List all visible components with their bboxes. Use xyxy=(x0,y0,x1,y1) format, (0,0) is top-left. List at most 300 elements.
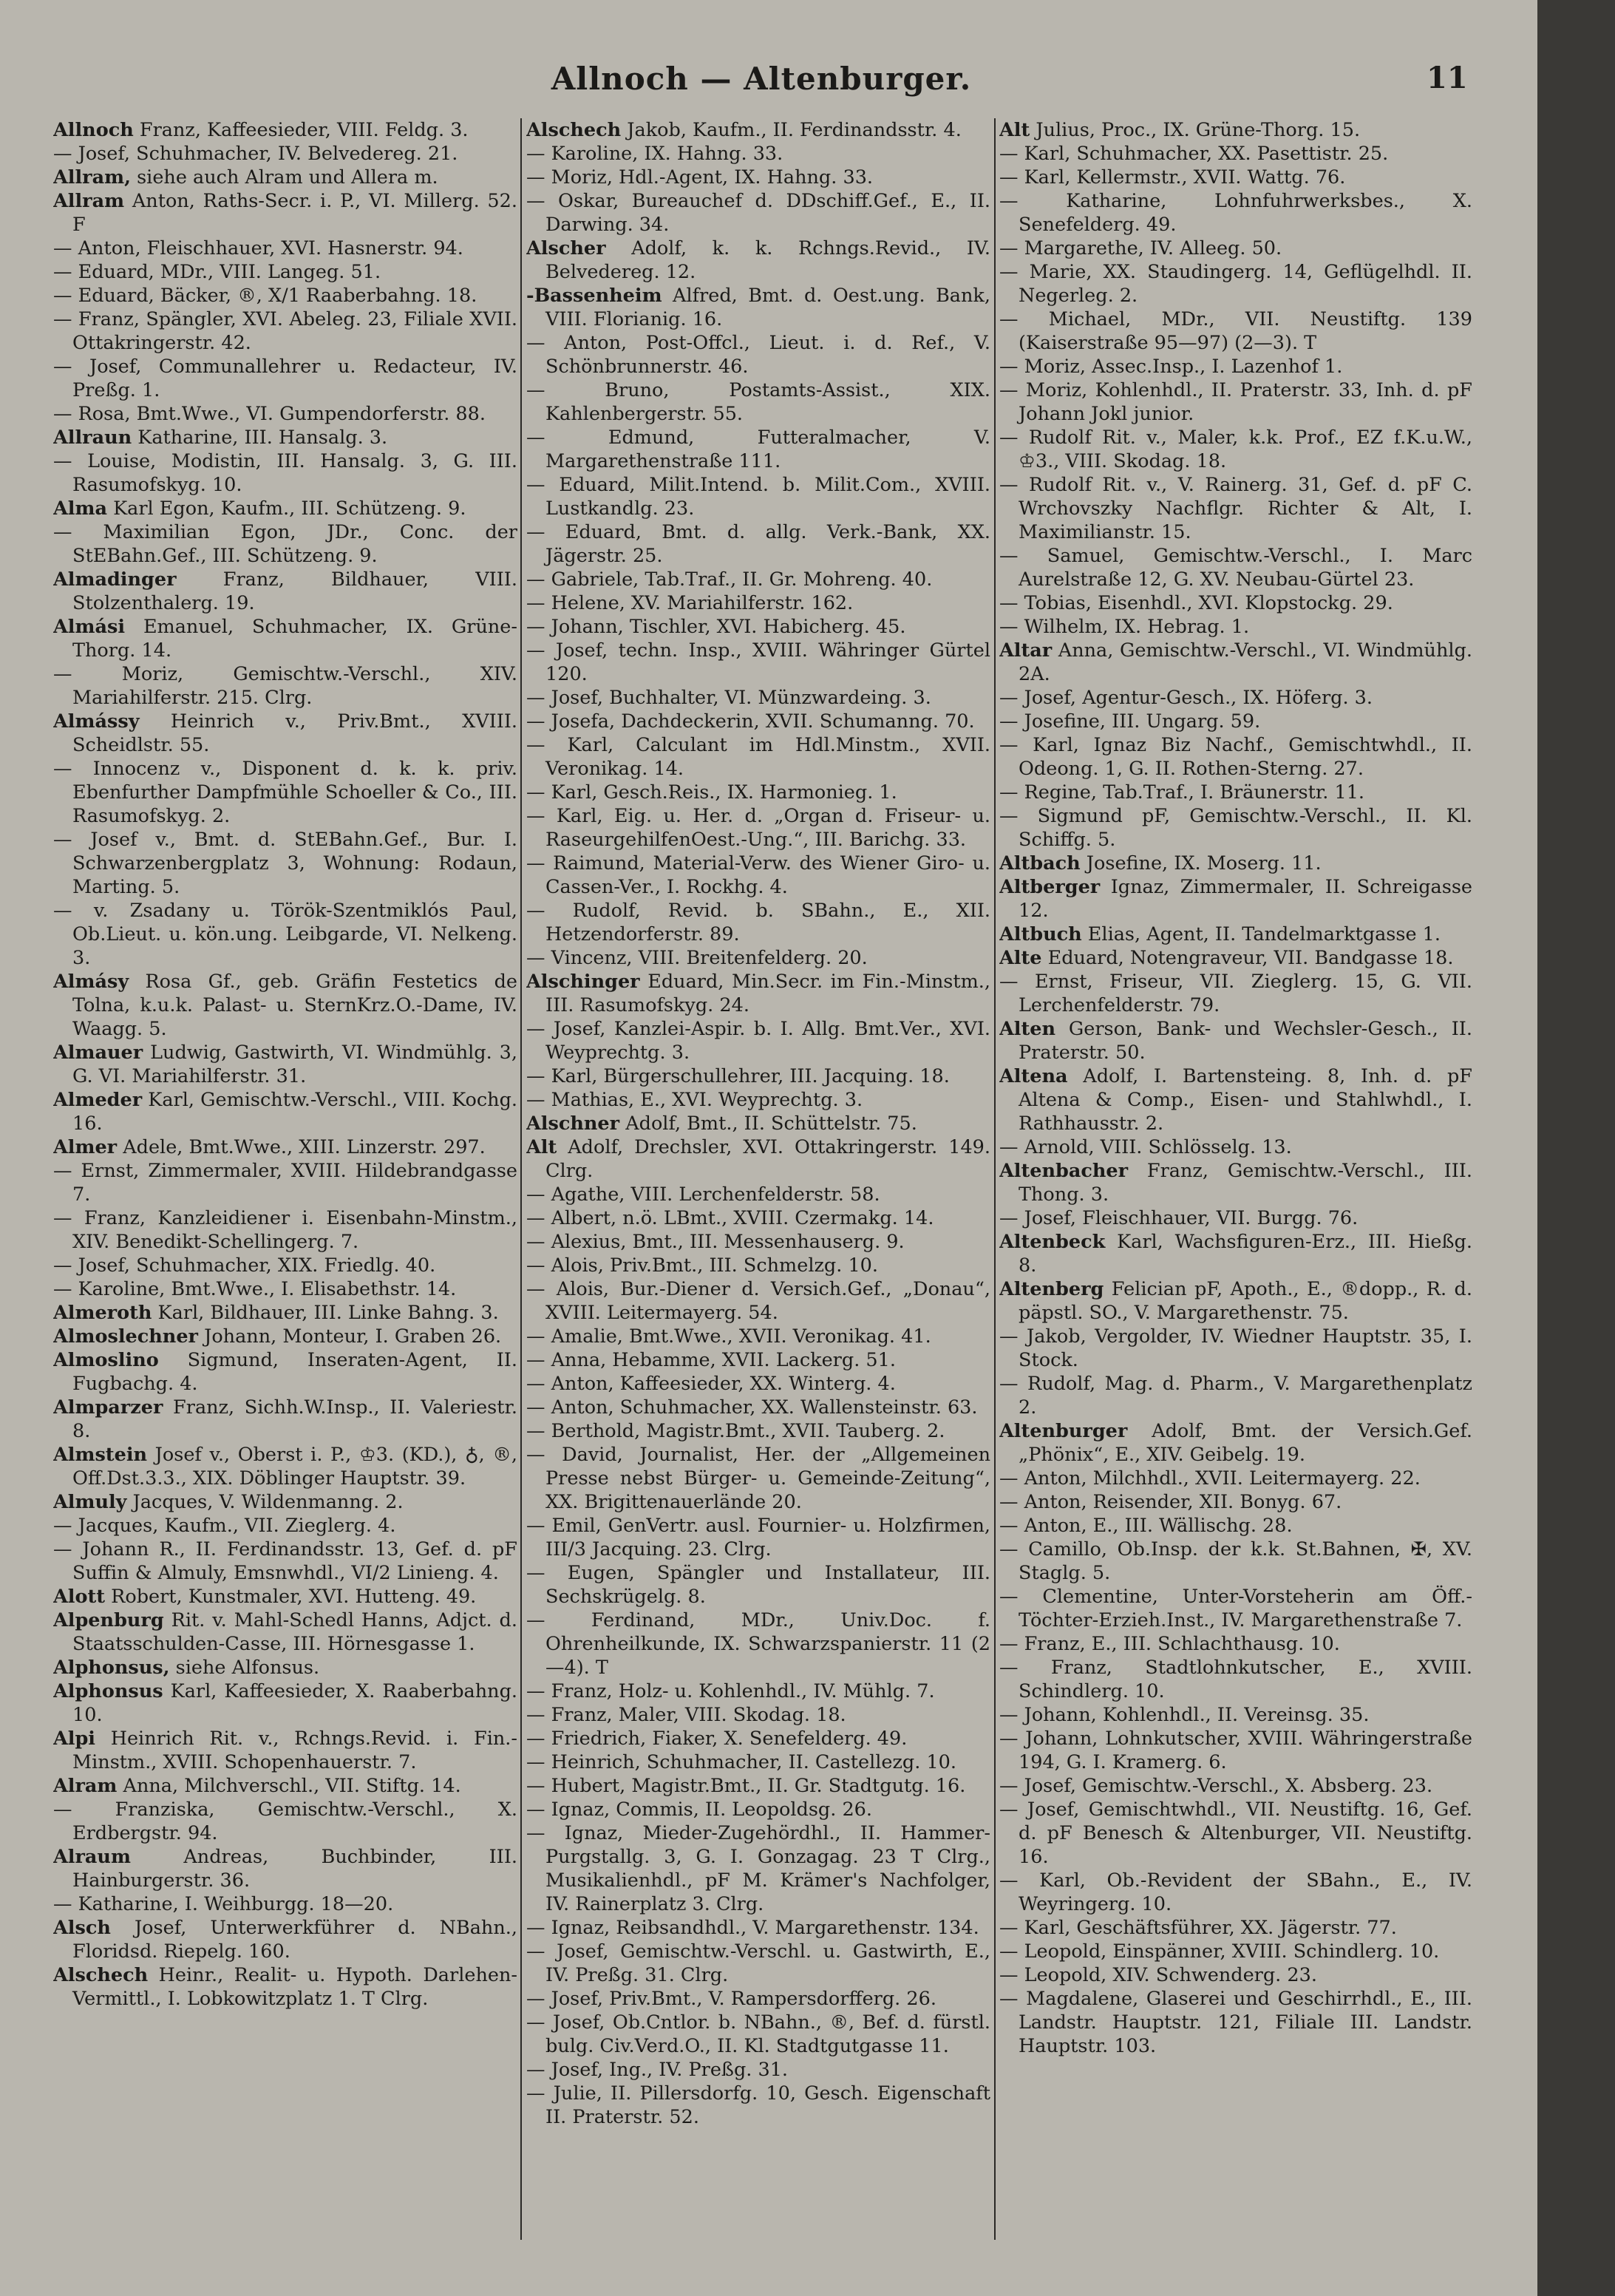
directory-entry xyxy=(53,1538,517,1585)
directory-entry xyxy=(526,426,990,473)
entry-text: — Wilhelm, IX. Hebrag. 1. xyxy=(999,616,1250,638)
directory-entry xyxy=(53,1159,517,1206)
entry-text: — Franz, Kanzleidiener i. Eisenbahn-Minstm., XIV. Benedikt-Schellingerg. 7. xyxy=(53,1207,517,1253)
directory-entry xyxy=(53,1348,517,1396)
directory-entry xyxy=(999,355,1472,378)
directory-entry xyxy=(999,544,1472,591)
entry-text: — Samuel, Gemischtw.-Verschl., I. Marc Aurelstraße 12, G. XV. Neubau-Gürtel 23. xyxy=(999,545,1472,591)
entry-surname: Alphonsus xyxy=(53,1680,163,1702)
entry-text: Elias, Agent, II. Tandelmarktgasse 1. xyxy=(1081,923,1441,945)
directory-entry xyxy=(999,591,1472,615)
directory-entry xyxy=(53,1135,517,1159)
entry-text: Gerson, Bank- und Wechsler-Gesch., II. Praterstr. 50. xyxy=(1019,1018,1472,1064)
entry-text: — Johann, Lohnkutscher, XVIII. Währingerstraße 194, G. I. Kramerg. 6. xyxy=(999,1728,1472,1773)
entry-surname: Allraun xyxy=(53,427,132,449)
directory-entry xyxy=(999,1230,1472,1277)
directory-entry xyxy=(526,1727,990,1750)
entry-text: — Eugen, Spängler und Installateur, III. Sechskrügelg. 8. xyxy=(526,1562,990,1608)
directory-entry xyxy=(53,520,517,568)
entry-surname: Altenbeck xyxy=(999,1231,1106,1253)
directory-entry xyxy=(526,331,990,378)
entry-text: Eduard, Notengraveur, VII. Bandgasse 18. xyxy=(1041,947,1454,969)
entry-text: — Franz, Maler, VIII. Skodag. 18. xyxy=(526,1704,846,1726)
directory-entry xyxy=(999,923,1472,946)
directory-entry xyxy=(999,1135,1472,1159)
entry-surname: Almadinger xyxy=(53,568,177,591)
entry-text: — Sigmund pF, Gemischtw.-Verschl., II. Kl. Schiffg. 5. xyxy=(999,805,1472,851)
entry-text: — Katharine, I. Weihburgg. 18—20. xyxy=(53,1893,394,1915)
directory-entry xyxy=(526,710,990,733)
entry-surname: Almássy xyxy=(53,710,140,733)
entry-text: — Karoline, Bmt.Wwe., I. Elisabethstr. 14. xyxy=(53,1278,457,1300)
entry-surname: Alschech xyxy=(53,1964,149,1986)
entry-text: — Heinrich, Schuhmacher, II. Castellezg. 10. xyxy=(526,1751,956,1773)
directory-entry xyxy=(53,757,517,828)
entry-text: — Anton, E., III. Wällischg. 28. xyxy=(999,1515,1293,1537)
entry-surname: Alte xyxy=(999,947,1042,969)
directory-entry xyxy=(53,1254,517,1277)
directory-entry xyxy=(526,284,990,331)
directory-entry xyxy=(526,1703,990,1727)
entry-text: Franz, Sichh.W.Insp., II. Valeriestr. 8. xyxy=(72,1396,517,1442)
directory-entry xyxy=(53,1892,517,1916)
entry-text: — Anton, Schuhmacher, XX. Wallensteinstr. 63. xyxy=(526,1396,978,1419)
entry-surname: Altenbacher xyxy=(999,1160,1129,1182)
entry-text: — Albert, n.ö. LBmt., XVIII. Czermakg. 14. xyxy=(526,1207,934,1229)
entry-text: — v. Zsadany u. Török-Szentmiklós Paul, Ob.Lieut. u. kön.ung. Leibgarde, VI. Nelkeng. 3. xyxy=(53,900,517,969)
directory-entry xyxy=(526,1940,990,1987)
entry-text: — David, Journalist, Her. der „Allgemeinen Presse nebst Bürger- u. Gemeinde-Zeitung“, XX. Brigittenauerlände 20. xyxy=(526,1444,990,1513)
entry-text: Adele, Bmt.Wwe., XIII. Linzerstr. 297. xyxy=(117,1136,486,1158)
entry-text: — Alois, Priv.Bmt., III. Schmelzg. 10. xyxy=(526,1254,879,1277)
directory-entry xyxy=(53,118,517,142)
entry-surname: Alram xyxy=(53,1775,118,1797)
entry-surname: Alscher xyxy=(526,237,606,259)
entry-surname: Alt xyxy=(526,1136,557,1158)
entry-text: Adolf, I. Bartensteing. 8, Inh. d. pF Altena & Comp., Eisen- und Stahlwhdl., I. Rathhausstr. 2. xyxy=(1019,1065,1472,1135)
entry-text: Heinr., Realit- u. Hypoth. Darlehen-Vermittl., I. Lobkowitzplatz 1. T Clrg. xyxy=(72,1964,517,2010)
entry-surname: Altena xyxy=(999,1065,1068,1087)
directory-entry xyxy=(526,189,990,237)
directory-entry xyxy=(999,1372,1472,1419)
entry-surname: Altberger xyxy=(999,876,1101,898)
entry-text: siehe auch Alram und Allera m. xyxy=(130,166,438,188)
entry-text: Sigmund, Inseraten-Agent, II. Fugbachg. 4. xyxy=(72,1349,517,1395)
entry-text: — Rosa, Bmt.Wwe., VI. Gumpendorferstr. 88. xyxy=(53,403,486,425)
entry-text: — Gabriele, Tab.Traf., II. Gr. Mohreng. 40. xyxy=(526,568,933,591)
entry-surname: Almeroth xyxy=(53,1302,152,1324)
entry-text: — Arnold, VIII. Schlösselg. 13. xyxy=(999,1136,1292,1158)
directory-entry xyxy=(526,520,990,568)
entry-text: — Johann R., II. Ferdinandsstr. 13, Gef. d. pF Suffin & Almuly, Emsnwhdl., VI/2 Linieng. 4. xyxy=(53,1538,517,1584)
entry-text: Emanuel, Schuhmacher, IX. Grüne-Thorg. 14. xyxy=(72,616,517,662)
directory-entry xyxy=(53,1443,517,1490)
directory-entry xyxy=(53,1963,517,2011)
directory-entry xyxy=(53,568,517,615)
entry-text: — Josef, Ing., IV. Preßg. 31. xyxy=(526,2059,789,2081)
directory-entry xyxy=(526,1396,990,1419)
entry-text: — Anton, Milchhdl., XVII. Leitermayerg. 22. xyxy=(999,1467,1421,1490)
directory-entry xyxy=(53,1301,517,1325)
column-3 xyxy=(999,118,1472,2247)
directory-entry xyxy=(526,1230,990,1254)
entry-text: — Johann, Kohlenhdl., II. Vereinsg. 35. xyxy=(999,1704,1370,1726)
entry-text: Felician pF, Apoth., E., ®dopp., R. d. päpstl. SO., V. Margarethenstr. 75. xyxy=(1019,1278,1472,1324)
directory-entry xyxy=(526,1064,990,1088)
entry-text: Karl, Gemischtw.-Verschl., VIII. Kochg. 16. xyxy=(72,1089,517,1135)
directory-entry xyxy=(526,804,990,852)
directory-entry xyxy=(999,378,1472,426)
entry-text: Jakob, Kaufm., II. Ferdinandsstr. 4. xyxy=(621,119,962,141)
directory-entry xyxy=(999,639,1472,686)
entry-text: — Josef, Ob.Cntlor. b. NBahn., ®, Bef. d. fürstl. bulg. Civ.Verd.O., II. Kl. Stadtgutgasse 11. xyxy=(526,2011,990,2057)
directory-entry xyxy=(53,1088,517,1135)
entry-text: Rosa Gf., geb. Gräfin Festetics de Tolna, k.u.k. Palast- u. SternKrz.O.-Dame, IV. Waagg. 5. xyxy=(72,971,517,1040)
entry-text: Franz, Bildhauer, VIII. Stolzenthalerg. 19. xyxy=(72,568,517,614)
entry-text: — Alexius, Bmt., III. Messenhauserg. 9. xyxy=(526,1231,905,1253)
directory-entry xyxy=(526,1916,990,1940)
entry-text: Anton, Raths-Secr. i. P., VI. Millerg. 52. F xyxy=(72,190,517,236)
directory-entry xyxy=(526,733,990,781)
entry-text: — Eduard, Bmt. d. allg. Verk.-Bank, XX. Jägerstr. 25. xyxy=(526,521,990,567)
entry-text: Ludwig, Gastwirth, VI. Windmühlg. 3, G. VI. Mariahilferstr. 31. xyxy=(72,1042,517,1087)
entry-surname: Alraum xyxy=(53,1846,131,1868)
directory-entry xyxy=(53,260,517,284)
entry-surname: Alt xyxy=(999,119,1030,141)
entry-text: — Josef, techn. Insp., XVIII. Währinger Gürtel 120. xyxy=(526,639,990,685)
entry-text: Johann, Monteur, I. Graben 26. xyxy=(198,1325,502,1348)
entry-text: — Josef, Communallehrer u. Redacteur, IV. Preßg. 1. xyxy=(53,356,517,401)
entry-text: — Katharine, Lohnfuhrwerksbes., X. Senefelderg. 49. xyxy=(999,190,1472,236)
directory-entry xyxy=(526,1419,990,1443)
directory-entry xyxy=(53,449,517,497)
directory-entry xyxy=(526,1798,990,1821)
directory-entry xyxy=(999,1514,1472,1538)
directory-entry xyxy=(53,1514,517,1538)
page-number: 11 xyxy=(1427,61,1468,95)
entry-surname: Almstein xyxy=(53,1444,148,1466)
entry-surname: Allnoch xyxy=(53,119,134,141)
entry-text: — Leopold, Einspänner, XVIII. Schindlerg. 10. xyxy=(999,1940,1440,1963)
entry-text: — Josef, Schuhmacher, XIX. Friedlg. 40. xyxy=(53,1254,436,1277)
directory-entry xyxy=(53,899,517,970)
entry-surname: Almer xyxy=(53,1136,118,1158)
directory-entry xyxy=(999,1940,1472,1963)
directory-entry xyxy=(53,1490,517,1514)
entry-text: Rit. v. Mahl-Schedl Hanns, Adjct. d. Staatsschulden-Casse, III. Hörnesgasse 1. xyxy=(72,1609,517,1655)
entry-text: — Karl, Ignaz Biz Nachf., Gemischtwhdl., II. Odeong. 1, G. II. Rothen-Sterng. 27. xyxy=(999,734,1472,780)
entry-surname: Alott xyxy=(53,1586,106,1608)
directory-entry xyxy=(526,1206,990,1230)
entry-text: Anna, Gemischtw.-Verschl., VI. Windmühlg. 2A. xyxy=(1019,639,1472,685)
directory-entry xyxy=(999,1585,1472,1632)
directory-entry xyxy=(999,1869,1472,1916)
entry-text: — Michael, MDr., VII. Neustiftg. 139 (Kaiserstraße 95—97) (2—3). T xyxy=(999,308,1472,354)
entry-surname: Alschech xyxy=(526,119,622,141)
entry-text: — Helene, XV. Mariahilferstr. 162. xyxy=(526,592,854,614)
entry-text: Robert, Kunstmaler, XVI. Hutteng. 49. xyxy=(105,1586,477,1608)
directory-entry xyxy=(53,1845,517,1892)
directory-entry xyxy=(526,1443,990,1514)
directory-entry xyxy=(526,2011,990,2058)
running-title: Allnoch — Altenburger. xyxy=(551,61,972,97)
directory-entry xyxy=(53,970,517,1041)
directory-entry xyxy=(53,497,517,520)
entry-text: — Josef, Agentur-Gesch., IX. Höferg. 3. xyxy=(999,687,1373,709)
directory-entry xyxy=(999,852,1472,875)
directory-entry xyxy=(53,1325,517,1348)
entry-text: — Camillo, Ob.Insp. der k.k. St.Bahnen, ✠, XV. Staglg. 5. xyxy=(999,1538,1472,1584)
entry-text: Josef v., Oberst i. P., ♔3. (KD.), ♁, ®, Off.Dst.3.3., XIX. Döblinger Hauptstr. 39. xyxy=(72,1444,517,1490)
entry-text: Adolf, Bmt., II. Schüttelstr. 75. xyxy=(619,1113,917,1135)
directory-entry xyxy=(999,1963,1472,1987)
entry-text: Franz, Kaffeesieder, VIII. Feldg. 3. xyxy=(133,119,469,141)
entry-surname: Allram, xyxy=(53,166,131,188)
directory-entry xyxy=(526,1348,990,1372)
entry-text: — Karl, Schuhmacher, XX. Pasettistr. 25. xyxy=(999,143,1389,165)
directory-entry xyxy=(526,852,990,899)
directory-entry xyxy=(53,1656,517,1679)
directory-entry xyxy=(53,142,517,166)
entry-text: — Ignaz, Reibsandhdl., V. Margarethenstr. 134. xyxy=(526,1917,979,1939)
directory-entry xyxy=(526,1679,990,1703)
entry-text: — Anton, Fleischhauer, XVI. Hasnerstr. 94. xyxy=(53,237,463,259)
directory-entry xyxy=(526,639,990,686)
directory-entry xyxy=(999,166,1472,189)
directory-entry xyxy=(999,1632,1472,1656)
directory-entry xyxy=(526,142,990,166)
directory-entry xyxy=(526,2082,990,2129)
directory-entry xyxy=(53,1916,517,1963)
directory-entry xyxy=(999,1987,1472,2058)
entry-text: Anna, Milchverschl., VII. Stiftg. 14. xyxy=(117,1775,461,1797)
entry-surname: Almásy xyxy=(53,971,129,993)
entry-text: — Rudolf Rit. v., V. Rainerg. 31, Gef. d. pF C. Wrchovszky Nachflgr. Richter & Alt, I. Maximilianstr. 15. xyxy=(999,474,1472,543)
directory-entry xyxy=(53,1206,517,1254)
entry-text: — Magdalene, Glaserei und Geschirrhdl., E., III. Landstr. Hauptstr. 121, Filiale III. Landstr. Hauptstr. 103. xyxy=(999,1988,1472,2057)
entry-surname: Allram xyxy=(53,190,125,212)
entry-text: — Amalie, Bmt.Wwe., XVII. Veronikag. 41. xyxy=(526,1325,931,1348)
entry-surname: Altenberg xyxy=(999,1278,1104,1300)
entry-surname: Altbuch xyxy=(999,923,1082,945)
entry-text: — Rudolf Rit. v., Maler, k.k. Prof., EZ f.K.u.W., ♔3., VIII. Skodag. 18. xyxy=(999,427,1472,472)
directory-entry xyxy=(526,946,990,970)
directory-entry xyxy=(999,308,1472,355)
entry-text: — Rudolf, Mag. d. Pharm., V. Margarethenplatz 2. xyxy=(999,1373,1472,1419)
directory-entry xyxy=(526,899,990,946)
entry-text: — Josef, Gemischtw.-Verschl., X. Absberg. 23. xyxy=(999,1775,1433,1797)
directory-entry xyxy=(526,1135,990,1183)
entry-surname: Altenburger xyxy=(999,1420,1128,1442)
column-2 xyxy=(526,118,990,2247)
directory-entry xyxy=(999,733,1472,781)
entry-text: — Clementine, Unter-Vorsteherin am Öff.-Töchter-Erzieh.Inst., IV. Margarethenstraße 7. xyxy=(999,1586,1472,1631)
directory-entry xyxy=(53,166,517,189)
directory-entry xyxy=(526,1987,990,2011)
entry-text: — Julie, II. Pillersdorfg. 10, Gesch. Eigenschaft II. Praterstr. 52. xyxy=(526,2082,990,2128)
directory-entry xyxy=(999,1538,1472,1585)
directory-entry xyxy=(999,615,1472,639)
directory-entry xyxy=(53,1277,517,1301)
directory-entry xyxy=(53,615,517,662)
directory-entry xyxy=(999,1490,1472,1514)
entry-text: — Anna, Hebamme, XVII. Lackerg. 51. xyxy=(526,1349,896,1371)
entry-text: — Innocenz v., Disponent d. k. k. priv. Ebenfurther Dampfmühle Schoeller & Co., III. Rasumofskyg. 2. xyxy=(53,758,517,827)
entry-surname: Almauer xyxy=(53,1042,143,1064)
entry-text: — Ignaz, Commis, II. Leopoldsg. 26. xyxy=(526,1799,873,1821)
directory-entry xyxy=(526,1183,990,1206)
entry-text: — Josef, Kanzlei-Aspir. b. I. Allg. Bmt.Ver., XVI. Weyprechtg. 3. xyxy=(526,1018,990,1064)
entry-text: — Hubert, Magistr.Bmt., II. Gr. Stadtgutg. 16. xyxy=(526,1775,966,1797)
entry-text: — Eduard, MDr., VIII. Langeg. 51. xyxy=(53,261,381,283)
entry-text: — Josef, Buchhalter, VI. Münzwardeing. 3. xyxy=(526,687,931,709)
directory-entry xyxy=(526,1325,990,1348)
entry-text: — Moriz, Assec.Insp., I. Lazenhof 1. xyxy=(999,356,1343,378)
directory-entry xyxy=(53,426,517,449)
entry-text: — Franz, E., III. Schlachthausg. 10. xyxy=(999,1633,1340,1655)
entry-text: — Eduard, Milit.Intend. b. Milit.Com., XVIII. Lustkandlg. 23. xyxy=(526,474,990,520)
entry-text: — Rudolf, Revid. b. SBahn., E., XII. Hetzendorferstr. 89. xyxy=(526,900,990,945)
directory-entry xyxy=(999,1159,1472,1206)
directory-entry xyxy=(526,1372,990,1396)
directory-entry xyxy=(526,2058,990,2082)
directory-entry xyxy=(53,1609,517,1656)
directory-entry xyxy=(526,1254,990,1277)
entry-text: — Anton, Reisender, XII. Bonyg. 67. xyxy=(999,1491,1342,1513)
entry-text: Karl Egon, Kaufm., III. Schützeng. 9. xyxy=(106,497,466,520)
directory-entry xyxy=(999,1798,1472,1869)
entry-surname: Alma xyxy=(53,497,107,520)
entry-surname: Alpi xyxy=(53,1728,95,1750)
directory-entry xyxy=(999,1703,1472,1727)
directory-entry xyxy=(999,686,1472,710)
directory-entry xyxy=(999,804,1472,852)
directory-entry xyxy=(999,1064,1472,1135)
entry-text: — Mathias, E., XVI. Weyprechtg. 3. xyxy=(526,1089,863,1111)
entry-text: — Anton, Kaffeesieder, XX. Winterg. 4. xyxy=(526,1373,896,1395)
entry-text: — Vincenz, VIII. Breitenfelderg. 20. xyxy=(526,947,868,969)
directory-entry xyxy=(999,426,1472,473)
directory-entry xyxy=(526,1277,990,1325)
directory-entry xyxy=(999,1916,1472,1940)
entry-text: — Oskar, Bureauchef d. DDschiff.Gef., E., II. Darwing. 34. xyxy=(526,190,990,236)
entry-surname: Alschner xyxy=(526,1113,620,1135)
directory-entry xyxy=(53,710,517,757)
entry-text: — Karl, Geschäftsführer, XX. Jägerstr. 77. xyxy=(999,1917,1397,1939)
entry-text: — Bruno, Postamts-Assist., XIX. Kahlenbergerstr. 55. xyxy=(526,379,990,425)
directory-entry xyxy=(999,1419,1472,1467)
directory-entry xyxy=(999,875,1472,923)
entry-text: — Franz, Holz- u. Kohlenhdl., IV. Mühlg. 7. xyxy=(526,1680,935,1702)
directory-entry xyxy=(53,308,517,355)
entry-text: — Marie, XX. Staudingerg. 14, Geflügelhdl. II. Negerleg. 2. xyxy=(999,261,1472,307)
directory-entry xyxy=(526,1561,990,1609)
directory-entry xyxy=(526,591,990,615)
entry-surname: Almási xyxy=(53,616,126,638)
entry-text: — Josefine, III. Ungarg. 59. xyxy=(999,710,1261,733)
entry-text: — Leopold, XIV. Schwenderg. 23. xyxy=(999,1964,1317,1986)
entry-text: — Franz, Stadtlohnkutscher, E., XVIII. Schindlerg. 10. xyxy=(999,1657,1472,1702)
entry-surname: Alten xyxy=(999,1018,1056,1040)
entry-text: — Franziska, Gemischtw.-Verschl., X. Erdbergstr. 94. xyxy=(53,1799,517,1844)
directory-entry xyxy=(526,1112,990,1135)
entry-text: — Eduard, Bäcker, ®, X/1 Raaberbahng. 18. xyxy=(53,285,477,307)
entry-text: — Karl, Bürgerschullehrer, III. Jacquing. 18. xyxy=(526,1065,950,1087)
directory-entry xyxy=(526,1514,990,1561)
directory-entry xyxy=(999,1277,1472,1325)
directory-entry xyxy=(999,1206,1472,1230)
directory-entry xyxy=(999,473,1472,544)
entry-text: — Margarethe, IV. Alleeg. 50. xyxy=(999,237,1282,259)
directory-entry xyxy=(526,166,990,189)
directory-entry xyxy=(53,1798,517,1845)
entry-surname: Alpenburg xyxy=(53,1609,164,1631)
entry-surname: Almoslino xyxy=(53,1349,159,1371)
entry-text: Adolf, Drechsler, XVI. Ottakringerstr. 149. Clrg. xyxy=(545,1136,990,1182)
directory-entry xyxy=(999,1017,1472,1064)
entry-text: Adolf, k. k. Rchngs.Revid., IV. Belvedereg. 12. xyxy=(545,237,990,283)
directory-entry xyxy=(53,355,517,402)
directory-entry xyxy=(53,237,517,260)
entry-surname: Altbach xyxy=(999,852,1081,874)
directory-entry xyxy=(526,615,990,639)
entry-text: — Karl, Calculant im Hdl.Minstm., XVII. Veronikag. 14. xyxy=(526,734,990,780)
entry-text: — Moriz, Hdl.-Agent, IX. Hahng. 33. xyxy=(526,166,874,188)
directory-entry xyxy=(999,260,1472,308)
entry-surname: Almoslechner xyxy=(53,1325,198,1348)
entry-text: — Ernst, Friseur, VII. Zieglerg. 15, G. VII. Lerchenfelderstr. 79. xyxy=(999,971,1472,1016)
entry-text: — Josef, Gemischtw.-Verschl. u. Gastwirth, E., IV. Preßg. 31. Clrg. xyxy=(526,1940,990,1986)
entry-surname: Alphonsus, xyxy=(53,1657,170,1679)
directory-entry xyxy=(53,1585,517,1609)
entry-text: — Alois, Bur.-Diener d. Versich.Gef., „Donau“, XVIII. Leitermayerg. 54. xyxy=(526,1278,990,1324)
directory-entry xyxy=(999,781,1472,804)
page-header xyxy=(0,61,1537,105)
entry-text: Andreas, Buchbinder, III. Hainburgerstr. 36. xyxy=(72,1846,517,1892)
directory-entry xyxy=(53,1727,517,1774)
entry-surname: Almparzer xyxy=(53,1396,163,1419)
directory-entry xyxy=(53,1041,517,1088)
entry-text: Katharine, III. Hansalg. 3. xyxy=(132,427,388,449)
entry-surname: Almeder xyxy=(53,1089,143,1111)
directory-entry xyxy=(53,1774,517,1798)
entry-text: Karl, Kaffeesieder, X. Raaberbahng. 10. xyxy=(72,1680,517,1726)
entry-text: Ignaz, Zimmermaler, II. Schreigasse 12. xyxy=(1019,876,1472,922)
page-edge xyxy=(1537,0,1615,2296)
entry-text: — Karoline, IX. Hahng. 33. xyxy=(526,143,783,165)
entry-text: Heinrich Rit. v., Rchngs.Revid. i. Fin.-Minstm., XVIII. Schopenhauerstr. 7. xyxy=(72,1728,517,1773)
entry-text: — Ernst, Zimmermaler, XVIII. Hildebrandgasse 7. xyxy=(53,1160,517,1206)
directory-entry xyxy=(526,1017,990,1064)
entry-text: — Jakob, Vergolder, IV. Wiedner Hauptstr. 35, I. Stock. xyxy=(999,1325,1472,1371)
directory-entry xyxy=(526,1088,990,1112)
entry-text: Karl, Bildhauer, III. Linke Bahng. 3. xyxy=(152,1302,499,1324)
entry-text: — Karl, Eig. u. Her. d. „Organ d. Friseur- u. RaseurgehilfenOest.-Ung.“, III. Barichg. 33. xyxy=(526,805,990,851)
entry-text: — Franz, Spängler, XVI. Abeleg. 23, Filiale XVII. Ottakringerstr. 42. xyxy=(53,308,517,354)
directory-entry xyxy=(526,568,990,591)
entry-surname: Alsch xyxy=(53,1917,111,1939)
directory-entry xyxy=(53,402,517,426)
entry-text: — Josef, Schuhmacher, IV. Belvedereg. 21. xyxy=(53,143,458,165)
entry-text: — Jacques, Kaufm., VII. Zieglerg. 4. xyxy=(53,1515,396,1537)
entry-text: Josef, Unterwerkführer d. NBahn., Floridsd. Riepelg. 160. xyxy=(72,1917,517,1963)
directory-entry xyxy=(999,237,1472,260)
entry-text: — Maximilian Egon, JDr., Conc. der StEBahn.Gef., III. Schützeng. 9. xyxy=(53,521,517,567)
directory-entry xyxy=(526,378,990,426)
column-1 xyxy=(53,118,517,2247)
entry-text: — Moriz, Kohlenhdl., II. Praterstr. 33, Inh. d. pF Johann Jokl junior. xyxy=(999,379,1472,425)
entry-text: — Tobias, Eisenhdl., XVI. Klopstockg. 29. xyxy=(999,592,1393,614)
